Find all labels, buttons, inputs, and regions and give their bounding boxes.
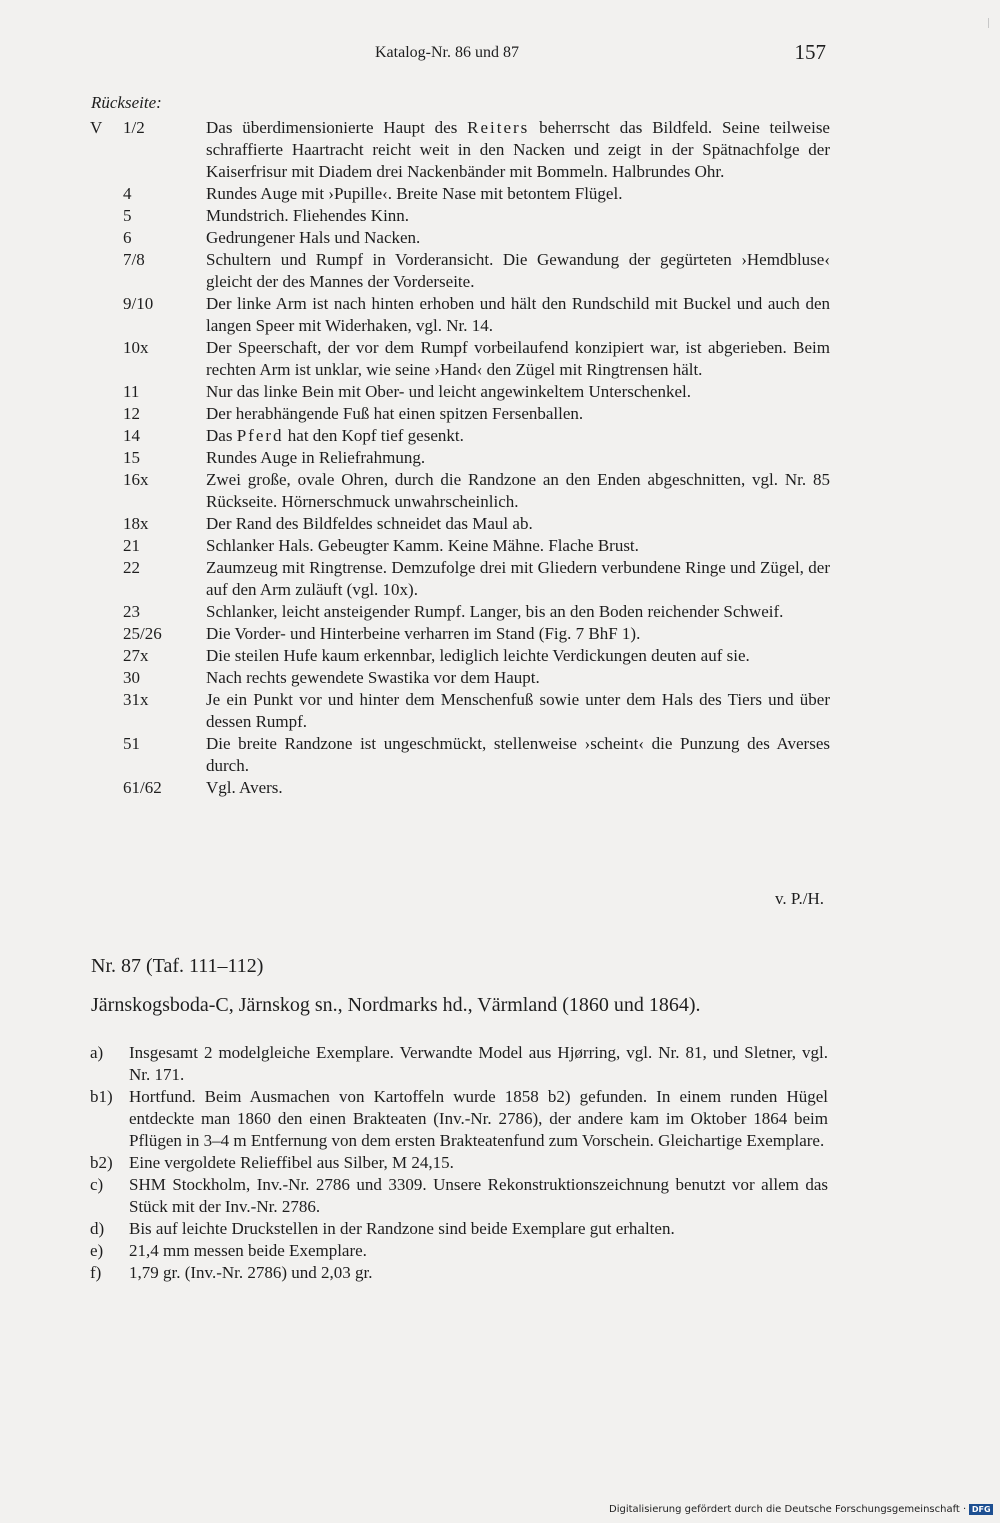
section-label: Rückseite: [91, 93, 162, 112]
entry-row [90, 117, 830, 183]
entry-text: Rundes Auge in Reliefrahmung. [206, 448, 426, 467]
catalog-item [90, 1152, 828, 1174]
entry-row [90, 249, 830, 293]
entry-number: 27x [123, 646, 149, 665]
entry-text: Schultern und Rumpf in Vorderansicht. Die Gewandung der gegürteten ›Hemdbluse‹ gleicht der des Mannes der Vorderseite. [206, 250, 830, 291]
entry-side [90, 425, 123, 447]
entry-side [90, 293, 123, 337]
entry-row [90, 513, 830, 535]
author-initials: v. P./H. [775, 889, 824, 908]
entry-text: Das Pferd hat den Kopf tief gesenkt. [206, 426, 464, 445]
entry-number: 22 [123, 558, 140, 577]
entry-side [90, 469, 123, 513]
item-text: SHM Stockholm, Inv.-Nr. 2786 und 3309. Unsere Rekonstruktionszeichnung benutzt vor allem das Stück mit der Inv.-Nr. 2786. [129, 1175, 828, 1216]
entry-row [90, 183, 830, 205]
entry-row [90, 293, 830, 337]
entry-text: Gedrungener Hals und Nacken. [206, 228, 421, 247]
entry-number: 10x [123, 338, 149, 357]
item-text: Insgesamt 2 modelgleiche Exemplare. Verwandte Model aus Hjørring, vgl. Nr. 81, und Sletner, vgl. Nr. 171. [129, 1043, 828, 1084]
entry-text: Vgl. Avers. [206, 778, 283, 797]
entry-number: 25/26 [123, 624, 162, 643]
footer-credit-text: Digitalisierung gefördert durch die Deutsche Forschungsgemeinschaft · [609, 1504, 967, 1515]
entry-text: Der herabhängende Fuß hat einen spitzen Fersenballen. [206, 404, 584, 423]
find-place: Järnskogsboda-C, Järnskog sn., Nordmarks hd., Värmland (1860 und 1864). [91, 994, 701, 1016]
entry-number: 9/10 [123, 294, 154, 313]
entry-number: 11 [123, 382, 140, 401]
entry-number: 7/8 [123, 250, 145, 269]
entry-text: Die Vorder- und Hinterbeine verharren im Stand (Fig. 7 BhF 1). [206, 624, 641, 643]
entry-text: Nur das linke Bein mit Ober- und leicht angewinkeltem Unterschenkel. [206, 382, 691, 401]
page-number: 157 [794, 40, 826, 64]
item-key: d) [90, 1219, 105, 1238]
entry-row [90, 601, 830, 623]
entry-text: Der Speerschaft, der vor dem Rumpf vorbeilaufend konzipiert war, ist abgerieben. Beim rechten Arm ist unklar, wie seine ›Hand‹ den Zügel mit Ringtrensen hält. [206, 338, 830, 379]
entry-side [90, 689, 123, 733]
entry-side [90, 205, 123, 227]
item-text: Eine vergoldete Relieffibel aus Silber, M 24,15. [129, 1153, 454, 1172]
entry-text: Der linke Arm ist nach hinten erhoben und hält den Rundschild mit Buckel und auch den langen Speer mit Widerhaken, vgl. Nr. 14. [206, 294, 830, 335]
entry-side [90, 183, 123, 205]
catalog-items [90, 1042, 828, 1284]
item-text: Hortfund. Beim Ausmachen von Kartoffeln wurde 1858 b2) gefunden. In einem runden Hügel entdeckte man 1860 den einen Brakteaten (Inv.-Nr. 2786), der andere kam im Oktober 1864 beim Pflügen in 3–4 m Entfernung von dem ersten Brakteatenfund zum Vorschein. Gleichartige Exemplare. [129, 1087, 828, 1150]
entry-side [90, 667, 123, 689]
entry-row [90, 205, 830, 227]
entry-text: Die breite Randzone ist ungeschmückt, stellenweise ›scheint‹ die Punzung des Averses durch. [206, 734, 830, 775]
entry-text: Rundes Auge mit ›Pupille‹. Breite Nase mit betontem Flügel. [206, 184, 623, 203]
entry-row [90, 535, 830, 557]
catalog-item [90, 1086, 828, 1152]
entry-row [90, 733, 830, 777]
entry-number: 31x [123, 690, 149, 709]
entry-number: 6 [123, 228, 132, 247]
item-key: b2) [90, 1153, 113, 1172]
entry-side [90, 535, 123, 557]
entry-side [90, 381, 123, 403]
entry-number: 12 [123, 404, 140, 423]
entry-row [90, 557, 830, 601]
entry-side [90, 447, 123, 469]
entry-text: Schlanker Hals. Gebeugter Kamm. Keine Mähne. Flache Brust. [206, 536, 639, 555]
entry-number: 1/2 [123, 118, 145, 137]
description-entries [90, 117, 830, 799]
entry-number: 61/62 [123, 778, 162, 797]
entry-row [90, 227, 830, 249]
catalog-item [90, 1240, 828, 1262]
entry-side [90, 337, 123, 381]
entry-side [90, 601, 123, 623]
entry-number: 5 [123, 206, 132, 225]
entry-number: 15 [123, 448, 140, 467]
entry-side [90, 623, 123, 645]
item-key: f) [90, 1263, 102, 1282]
entry-text: Das überdimensionierte Haupt des Reiters beherrscht das Bildfeld. Seine teilweise schraffierte Haartracht reicht weit in den Nacken und zeigt in der Spätnachfolge der Kaiserfrisur mit Diadem drei Nackenbänder mit Bommeln. Halbrundes Ohr. [206, 118, 830, 181]
item-text: 21,4 mm messen beide Exemplare. [129, 1241, 367, 1260]
entry-side: V [90, 118, 103, 137]
entry-side [90, 733, 123, 777]
entry-row [90, 337, 830, 381]
spaced-word: Pferd [236, 426, 284, 445]
entry-text: Der Rand des Bildfeldes schneidet das Maul ab. [206, 514, 533, 533]
catalog-item [90, 1174, 828, 1218]
entry-number: 30 [123, 668, 140, 687]
entry-number: 16x [123, 470, 149, 489]
entry-text: Mundstrich. Fliehendes Kinn. [206, 206, 410, 225]
dfg-logo-icon: DFG [969, 1504, 993, 1515]
entry-text: Je ein Punkt vor und hinter dem Menschenfuß sowie unter dem Hals des Tiers und über dessen Rumpf. [206, 690, 830, 731]
entry-side [90, 403, 123, 425]
item-key: a) [90, 1043, 104, 1062]
entry-row [90, 403, 830, 425]
entry-text: Die steilen Hufe kaum erkennbar, lediglich leichte Verdickungen deuten auf sie. [206, 646, 750, 665]
entry-row [90, 381, 830, 403]
entry-row [90, 447, 830, 469]
page-edge-mark [988, 18, 997, 28]
footer-credit [609, 1504, 993, 1515]
catalog-heading: Nr. 87 (Taf. 111–112) [91, 955, 264, 977]
entry-row [90, 425, 830, 447]
item-key: c) [90, 1175, 104, 1194]
entry-text: Nach rechts gewendete Swastika vor dem Haupt. [206, 668, 540, 687]
item-key: e) [90, 1241, 104, 1260]
entry-number: 23 [123, 602, 140, 621]
entry-text: Schlanker, leicht ansteigender Rumpf. Langer, bis an den Boden reichender Schweif. [206, 602, 784, 621]
entry-side [90, 777, 123, 799]
entry-number: 14 [123, 426, 140, 445]
entry-side [90, 645, 123, 667]
item-key: b1) [90, 1087, 113, 1106]
catalog-item [90, 1262, 828, 1284]
entry-number: 21 [123, 536, 140, 555]
entry-row [90, 623, 830, 645]
entry-side [90, 557, 123, 601]
entry-text: Zaumzeug mit Ringtrense. Demzufolge drei mit Gliedern verbundene Ringe und Zügel, der auf den Arm zuläuft (vgl. 10x). [206, 558, 830, 599]
entry-side [90, 227, 123, 249]
item-text: 1,79 gr. (Inv.-Nr. 2786) und 2,03 gr. [129, 1263, 373, 1282]
entry-side [90, 513, 123, 535]
entry-number: 4 [123, 184, 132, 203]
item-text: Bis auf leichte Druckstellen in der Randzone sind beide Exemplare gut erhalten. [129, 1219, 675, 1238]
entry-row [90, 645, 830, 667]
entry-number: 51 [123, 734, 140, 753]
entry-row [90, 667, 830, 689]
spaced-word: Reiters [467, 118, 530, 137]
entry-side [90, 249, 123, 293]
catalog-item [90, 1042, 828, 1086]
entry-row [90, 469, 830, 513]
entry-number: 18x [123, 514, 149, 533]
running-head: Katalog-Nr. 86 und 87 [375, 44, 519, 61]
entry-row [90, 689, 830, 733]
entry-row [90, 777, 830, 799]
entry-text: Zwei große, ovale Ohren, durch die Randzone an den Enden abgeschnitten, vgl. Nr. 85 Rückseite. Hörnerschmuck unwahrscheinlich. [206, 470, 830, 511]
catalog-item [90, 1218, 828, 1240]
